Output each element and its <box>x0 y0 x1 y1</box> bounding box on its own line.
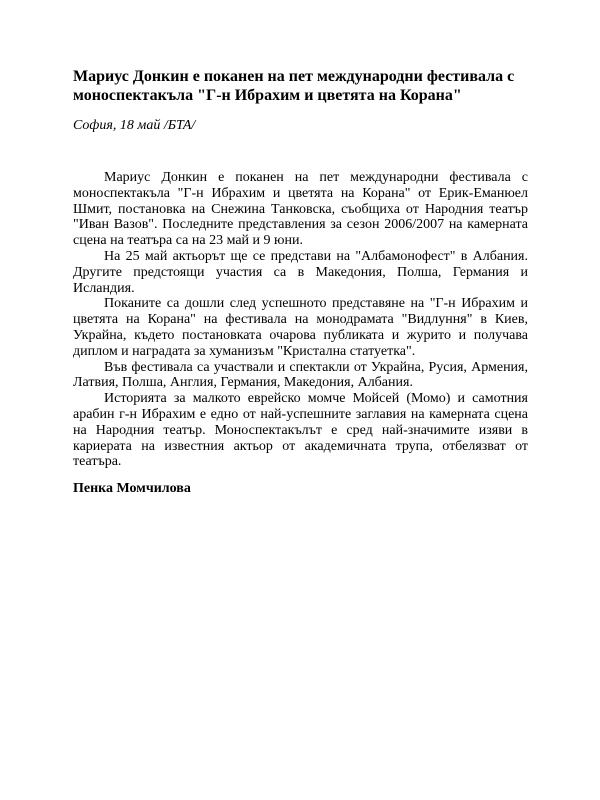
article-body <box>73 170 528 470</box>
article-paragraph: Във фестивала са участвали и спектакли от Украйна, Русия, Армения, Латвия, Полша, Англия, Германия, Македония, Албания. <box>73 359 528 391</box>
article-author: Пенка Момчилова <box>73 481 191 496</box>
article-paragraph: На 25 май актьорът ще се представи на "Албамонофест" в Албания. Другите предстоящи участия са в Македония, Полша, Германия и Исландия. <box>73 248 528 296</box>
article-dateline: София, 18 май /БТА/ <box>73 118 196 133</box>
article-paragraph: Историята за малкото еврейско момче Мойсей (Момо) и самотния арабин г-н Ибрахим е едно от най-успешните заглавия на камерната сцена на Народния театър. Моноспектакълът е сред най-значимите изяви в кариерата на известния актьор от академичната трупа, отбелязват от театъра. <box>73 391 528 470</box>
article-paragraph: Мариус Донкин е поканен на пет международни фестивала с моноспектакъла "Г-н Ибрахим и цветята на Корана" от Ерик-Еманюел Шмит, постановка на Снежина Танковска, съобщиха от Народния театър "Иван Вазов". Последните представления за сезон 2006/2007 на камерната сцена на театъра са на 23 май и 9 юни. <box>73 170 528 249</box>
article-paragraph: Поканите са дошли след успешното представяне на "Г-н Ибрахим и цветята на Корана" на фестивала на монодрамата "Видлуння" в Киев, Украйна, където постановката очарова публиката и журито и получава диплом и наградата за хуманизъм "Кристална статуетка". <box>73 296 528 359</box>
article-title: Мариус Донкин е поканен на пет международни фестивала с моноспектакъла "Г-н Ибрахим и цветята на Корана" <box>73 68 515 104</box>
